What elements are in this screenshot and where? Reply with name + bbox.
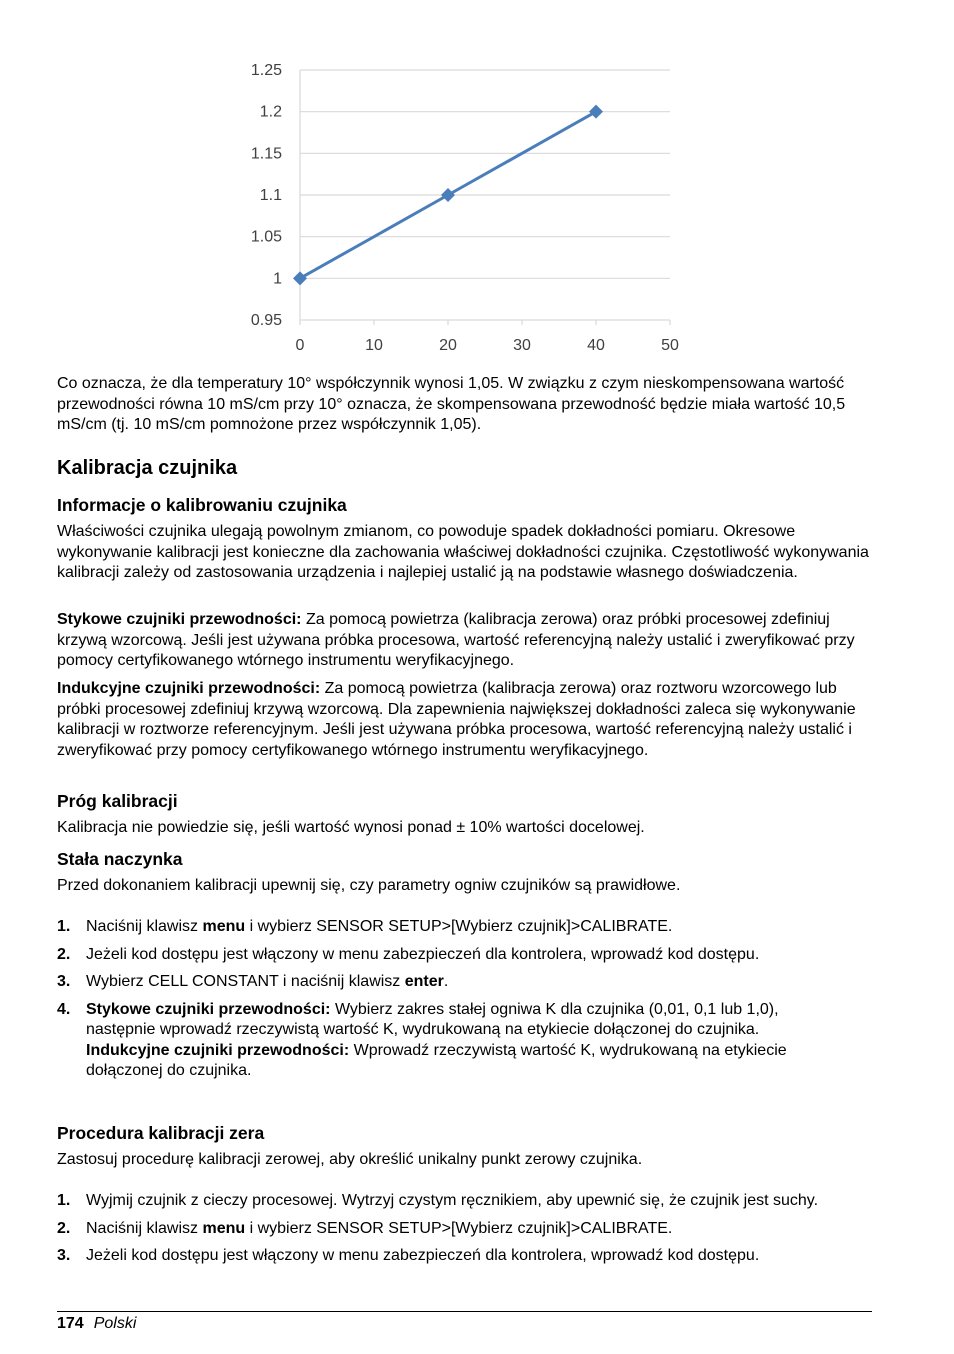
calibration-chart xyxy=(230,50,700,360)
step-text: Wybierz zakres stałej ogniwa K dla czujnika (0,01, 0,1 lub 1,0), następnie wprowadź rzeczywistą wartość K, wydrukowaną na etykiecie dołączonej do czujnika. xyxy=(86,1000,779,1038)
step-number: 3. xyxy=(57,1247,71,1264)
y-tick-label: 1.25 xyxy=(250,62,282,79)
contact-sensor-label: Stykowe czujniki przewodności: xyxy=(57,611,302,628)
list-item xyxy=(57,972,872,993)
cell-constant-steps xyxy=(57,917,872,1082)
contact-sensor-paragraph xyxy=(57,610,872,672)
step-key: menu xyxy=(202,1219,246,1237)
list-item xyxy=(57,1219,872,1240)
threshold-heading: Próg kalibracji xyxy=(57,791,178,811)
data-point-marker xyxy=(589,105,603,119)
y-tick-label: 1.05 xyxy=(250,228,282,246)
zero-calibration-heading: Procedura kalibracji zera xyxy=(57,1123,265,1143)
info-heading: Informacje o kalibrowaniu czujnika xyxy=(57,495,347,515)
y-tick-label: 0.95 xyxy=(250,312,282,329)
list-item xyxy=(57,1246,872,1267)
list-item xyxy=(57,1000,826,1082)
x-tick-label: 20 xyxy=(439,337,457,354)
step-text: Jeżeli kod dostępu jest włączony w menu zabezpieczeń dla kontrolera, wprowadź kod dostępu. xyxy=(86,1247,760,1264)
x-tick-label: 40 xyxy=(587,337,605,354)
footer-divider xyxy=(57,1311,872,1312)
step-text: Jeżeli kod dostępu jest włączony w menu zabezpieczeń dla kontrolera, wprowadź kod dostępu. xyxy=(86,945,760,963)
x-tick-label: 30 xyxy=(513,337,531,354)
inductive-sensor-paragraph xyxy=(57,679,872,761)
x-tick-label: 10 xyxy=(365,337,383,354)
info-paragraph: Właściwości czujnika ulegają powolnym zmianom, co powoduje spadek dokładności pomiaru. Okresowe wykonywanie kalibracji jest konieczne dla zachowania właściwej dokładności czujnika. Częstotliwość wykonywania kalibracji zależy od zastosowania urządzenia i najlepiej ustalić ją na podstawie własnego doświadczenia. xyxy=(57,523,869,581)
step-text: Wprowadź rzeczywistą wartość K, wydrukowaną na etykiecie dołączonej do czujnika. xyxy=(86,1041,787,1079)
step-key: menu xyxy=(202,918,246,935)
step-text: i wybierz SENSOR SETUP>[Wybierz czujnik]>CALIBRATE. xyxy=(245,918,673,935)
step-text: Naciśnij klawisz xyxy=(86,1219,203,1237)
page-footer xyxy=(57,1314,136,1334)
list-item xyxy=(57,1191,872,1212)
step-number: 1. xyxy=(57,918,71,935)
contact-sensor-label: Stykowe czujniki przewodności: xyxy=(86,1000,331,1018)
step-key: enter xyxy=(404,973,444,990)
intro-paragraph: Co oznacza, że dla temperatury 10° współczynnik wynosi 1,05. W związku z czym nieskompensowana wartość przewodności równa 10 mS/cm przy 10° oznacza, że skompensowana przewodność będzie miała wartość 10,5 mS/cm (tj. 10 mS/cm pomnożone przez współczynnik 1,05). xyxy=(57,375,846,433)
step-number: 2. xyxy=(57,1219,71,1237)
zero-calibration-steps xyxy=(57,1191,872,1267)
x-tick-label: 50 xyxy=(661,337,679,354)
data-point-marker xyxy=(441,188,455,202)
inductive-sensor-label: Indukcyjne czujniki przewodności: xyxy=(57,680,321,697)
inductive-sensor-label: Indukcyjne czujniki przewodności: xyxy=(86,1041,350,1059)
list-item xyxy=(57,945,872,966)
data-point-marker xyxy=(293,271,307,285)
step-text: Naciśnij klawisz xyxy=(86,918,203,935)
y-tick-label: 1.15 xyxy=(250,145,282,163)
cell-constant-heading: Stała naczynka xyxy=(57,849,183,869)
step-text: Wybierz CELL CONSTANT i naciśnij klawisz xyxy=(86,973,405,990)
step-text: Wyjmij czujnik z cieczy procesowej. Wytrzyj czystym ręcznikiem, aby upewnić się, że czujnik jest suchy. xyxy=(86,1192,819,1209)
threshold-paragraph: Kalibracja nie powiedzie się, jeśli wartość wynosi ponad ± 10% wartości docelowej. xyxy=(57,819,645,836)
step-number: 1. xyxy=(57,1192,71,1209)
list-item xyxy=(57,917,872,938)
step-number: 4. xyxy=(57,1000,71,1018)
y-tick-label: 1 xyxy=(273,270,282,288)
x-tick-label: 0 xyxy=(295,337,305,354)
step-text: i wybierz SENSOR SETUP>[Wybierz czujnik]>CALIBRATE. xyxy=(245,1219,673,1237)
inductive-sensor-text: Za pomocą powietrza (kalibracja zerowa) oraz roztworu wzorcowego lub próbki procesowej zdefiniuj krzywą wzorcową. Dla zapewnienia największej dokładności zaleca się wykonywanie kalibracji w roztworze referencyjnym. Jeśli jest używana próbka procesowa, wartość referencyjną należy ustalić i zweryfikować przy pomocy certyfikowanego wtórnego instrumentu weryfikacyjnego. xyxy=(57,680,856,759)
y-tick-label: 1.2 xyxy=(259,103,282,121)
footer-language: Polski xyxy=(93,1315,137,1332)
step-number: 2. xyxy=(57,945,71,963)
contact-sensor-text: Za pomocą powietrza (kalibracja zerowa) oraz próbki procesowej zdefiniuj krzywą wzorcową. Jeśli jest używana próbka procesowa, wartość referencyjną należy ustalić i zweryfikować przy pomocy certyfikowanego wtórnego instrumentu weryfikacyjnego. xyxy=(57,611,855,669)
step-number: 3. xyxy=(57,973,71,990)
y-tick-label: 1.1 xyxy=(259,187,282,204)
step-text: . xyxy=(443,973,449,990)
page-number: 174 xyxy=(57,1315,84,1332)
zero-calibration-paragraph: Zastosuj procedurę kalibracji zerowej, aby określić unikalny punkt zerowy czujnika. xyxy=(57,1151,643,1168)
section-title: Kalibracja czujnika xyxy=(57,457,238,479)
cell-constant-paragraph: Przed dokonaniem kalibracji upewnij się, czy parametry ogniw czujników są prawidłowe. xyxy=(57,877,681,894)
